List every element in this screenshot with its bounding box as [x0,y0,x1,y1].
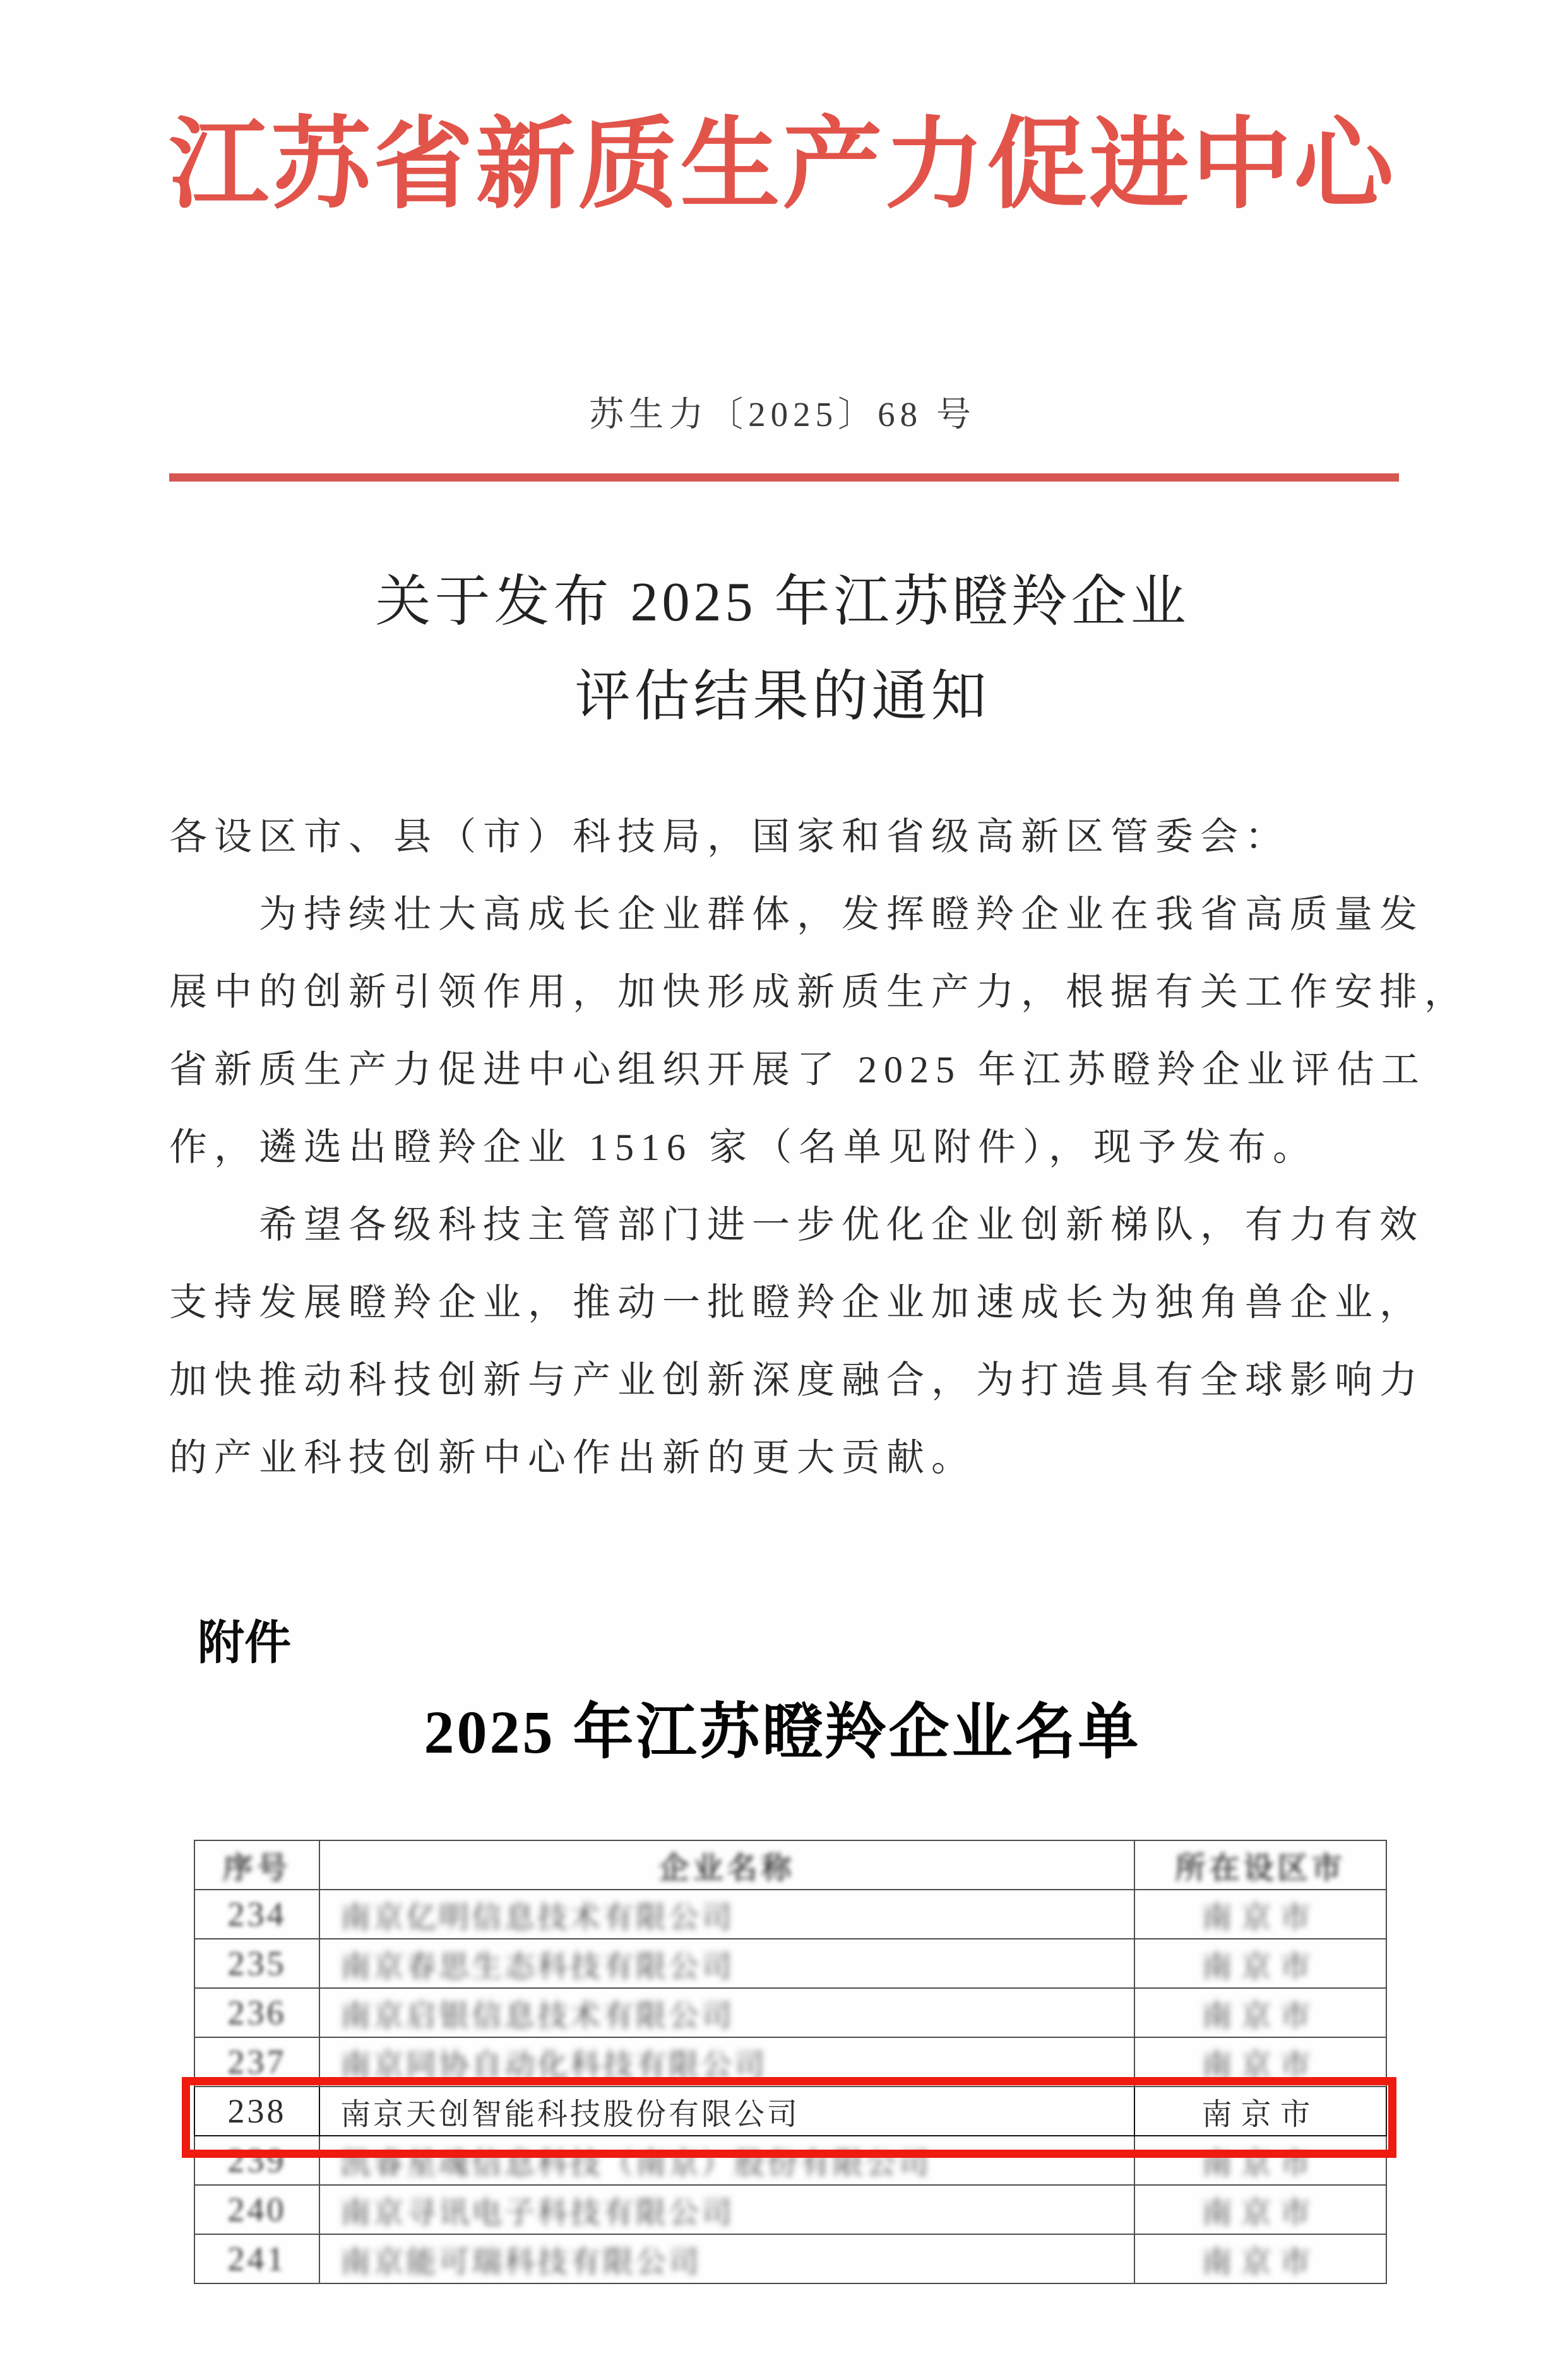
red-divider-rule [169,473,1399,482]
header-seq: 序号 [194,1840,319,1890]
cell-city: 南京市 [1134,1939,1386,1988]
salutation-line: 各设区市、县（市）科技局，国家和省级高新区管委会： [169,816,1290,858]
table-header-row [194,1840,1386,1890]
notice-title-line2: 评估结果的通知 [574,666,991,728]
header-name: 企业名称 [319,1840,1134,1890]
body-line: 的产业科技创新中心作出新的更大贡献。 [169,1437,976,1479]
cell-seq: 238 [194,2087,319,2136]
attachment-label: 附件 [198,1616,291,1670]
table-row [194,2185,1386,2234]
cell-city: 南京市 [1134,2185,1386,2234]
table-row [194,1890,1386,1939]
body-line: 展中的创新引领作用，加快形成新质生产力，根据有关工作安排， [169,971,1469,1013]
gazelle-list-title: 2025 年江苏瞪羚企业名单 [424,1698,1141,1766]
table-row [194,2234,1386,2283]
table-row [194,2136,1386,2185]
notice-body [169,798,1469,1497]
body-line: 加快推动科技创新与产业创新深度融合，为打造具有全球影响力 [169,1359,1424,1401]
cell-seq: 236 [194,1988,319,2037]
document-number: 苏生力〔2025〕68 号 [589,395,976,434]
cell-seq: 235 [194,1939,319,1988]
cell-seq: 239 [194,2136,319,2185]
cell-company-name: 南京寻讯电子科技有限公司 [319,2185,1134,2234]
table-row-highlighted [194,2087,1386,2136]
body-line: 作，遴选出瞪羚企业 1516 家（名单见附件），现予发布。 [169,1127,1318,1168]
cell-company-name: 南京启银信息技术有限公司 [319,1988,1134,2037]
cell-company-name: 南京天创智能科技股份有限公司 [319,2087,1134,2136]
cell-company-name: 南京能可瑞科技有限公司 [319,2234,1134,2283]
cell-city: 南京市 [1134,1890,1386,1939]
letterhead-title: 江苏省新质生产力促进中心 [169,110,1396,221]
cell-company-name: 凯睿星魂信息科技（南京）股份有限公司 [319,2136,1134,2185]
cell-seq: 237 [194,2037,319,2087]
notice-title-line1: 关于发布 2025 年江苏瞪羚企业 [375,572,1190,633]
table-row [194,1939,1386,1988]
cell-company-name: 南京亿明信息技术有限公司 [319,1890,1134,1939]
cell-city: 南京市 [1134,2136,1386,2185]
table-row [194,1988,1386,2037]
cell-seq: 234 [194,1890,319,1939]
header-city: 所在设区市 [1134,1840,1386,1890]
body-line: 省新质生产力促进中心组织开展了 2025 年江苏瞪羚企业评估工 [169,1049,1426,1091]
cell-seq: 241 [194,2234,319,2283]
body-line: 为持续壮大高成长企业群体，发挥瞪羚企业在我省高质量发 [259,894,1424,935]
cell-company-name: 南京同协自动化科技有限公司 [319,2037,1134,2087]
body-line: 希望各级科技主管部门进一步优化企业创新梯队，有力有效 [259,1204,1424,1246]
notice-title [0,555,1565,745]
gazelle-company-table [194,1840,1387,2284]
cell-company-name: 南京春思生态科技有限公司 [319,1939,1134,1988]
cell-city: 南京市 [1134,2087,1386,2136]
gazelle-table-body [194,1890,1386,2283]
cell-city: 南京市 [1134,2037,1386,2087]
table-row [194,2037,1386,2087]
cell-city: 南京市 [1134,1988,1386,2037]
cell-city: 南京市 [1134,2234,1386,2283]
cell-seq: 240 [194,2185,319,2234]
body-line: 支持发展瞪羚企业，推动一批瞪羚企业加速成长为独角兽企业， [169,1282,1424,1323]
